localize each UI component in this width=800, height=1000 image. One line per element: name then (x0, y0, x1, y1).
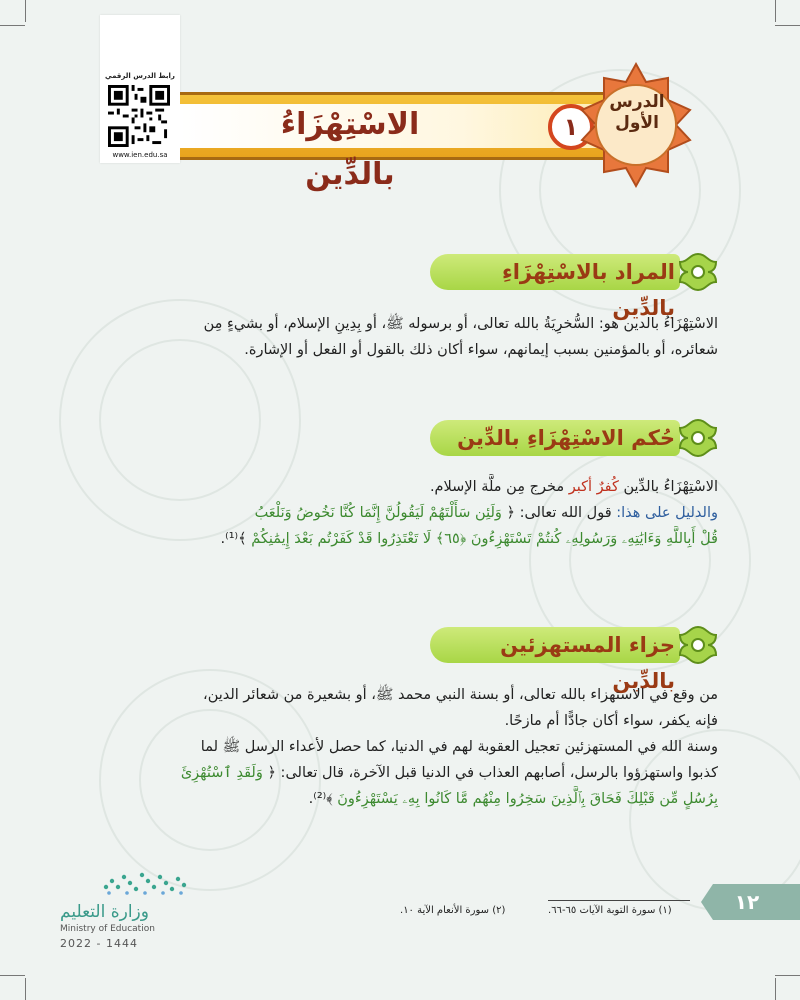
qr-code-icon[interactable] (108, 85, 170, 147)
paragraph-ruling (92, 474, 718, 552)
ruling-text-highlight: كُفرٌ أكبر (568, 479, 619, 495)
quran-verse: قُلْ أَبِاللَّهِ وَءَايَٰتِهِۦ وَرَسُولِهِۦ كُنتُمْ تَسْتَهْزِءُونَ ﴿٦٥﴾ لَا تَعْتَذِرُوا قَدْ كَفَرْتُم بَعْدَ إِيمَٰنِكُمْ (251, 531, 718, 547)
footnote-rule (548, 900, 690, 901)
text-line: فإنه يكفر، سواء أكان جادًّا أم مازحًا. (504, 713, 718, 729)
lesson-title: الاسْتِهْزَاءُ بالدِّين (280, 107, 420, 192)
flower-ornament-icon (678, 252, 718, 292)
lesson-tag (598, 92, 676, 134)
verse-end: ﴾⁽¹⁾. (220, 531, 247, 547)
ministry-name-english: Ministry of Education (60, 924, 155, 934)
evidence-label: والدليل على هذا: (616, 505, 718, 521)
paragraph-punishment (92, 682, 718, 812)
text-line: الاسْتِهْزَاءُ بالدين هو: السُّخرِيَةُ بالله تعالى، أو برسوله ﷺ، أو بِدِينِ الإسلام، أو بشيءٍ مِن (203, 316, 718, 332)
quran-verse: وَلَئِن سَأَلْتَهُمْ لَيَقُولُنَّ إِنَّمَا كُنَّا نَخُوضُ وَنَلْعَبُ (254, 505, 502, 521)
text-line (92, 760, 718, 786)
evidence-intro: قول الله تعالى: ﴿ (506, 505, 612, 521)
text-line (92, 786, 718, 812)
crop-mark (775, 975, 800, 976)
text-line: وسنة الله في المستهزئين تعجيل العقوبة لهم في الدنيا، كما حصل لأعداء الرسل ﷺ لما (200, 739, 718, 755)
footnote-1: (١) سورة التوبة الآيات ٦٥-٦٦. (548, 905, 672, 916)
text-line: من وقع في الاستهزاء بالله تعالى، أو بسنة النبي محمد ﷺ، أو بشعيرة من شعائر الدين، (203, 687, 718, 703)
crop-mark (25, 0, 26, 22)
section-title: حُكم الاسْتِهْزَاءِ بالدِّين (457, 426, 675, 450)
crop-mark (0, 975, 25, 976)
section-title: المراد بالاسْتِهْزَاءِ بالدِّين (501, 260, 675, 320)
text-line (92, 474, 718, 500)
section-header-meaning (430, 252, 718, 320)
ministry-name-arabic: وزارة التعليم (60, 902, 149, 922)
flower-ornament-icon (678, 418, 718, 458)
footnote-2: (٢) سورة الأنعام الآية ١٠. (400, 905, 506, 916)
website-url[interactable]: www.ien.edu.sa (112, 151, 168, 159)
verse-end: ﴾⁽²⁾. (308, 791, 333, 807)
digital-lesson-card[interactable] (100, 15, 180, 163)
paragraph-definition (92, 311, 718, 363)
crop-mark (25, 978, 26, 1000)
ruling-text-c: مخرج مِن ملَّة الإسلام. (429, 479, 565, 495)
section-title: جزاء المستهزئين بالدِّين (500, 633, 675, 693)
page-number: ١٢ (734, 890, 760, 914)
quran-verse: بِرُسُلٍ مِّن قَبْلِكَ فَحَاقَ بِٱلَّذِينَ سَخِرُوا مِنْهُم مَّا كَانُوا بِهِۦ يَسْتَهْزِءُونَ (337, 791, 718, 807)
crop-mark (0, 25, 25, 26)
quran-verse: وَلَقَدِ ٱسْتُهْزِئَ (180, 765, 263, 781)
section-header-punishment (430, 625, 718, 693)
crop-mark (775, 0, 776, 22)
text-line (92, 500, 718, 526)
ruling-text-a: الاسْتِهْزَاءُ بالدِّين (623, 479, 718, 495)
crop-mark (775, 25, 800, 26)
crop-mark (775, 978, 776, 1000)
text-line: شعائره، أو بالمؤمنين بسبب إيمانهم، سواء أكان ذلك بالقول أو الفعل أو الإشارة. (244, 342, 718, 358)
lesson-tag-line1: الدرس (609, 92, 665, 112)
lesson-tag-line2: الأول (615, 113, 659, 133)
section-header-ruling (430, 418, 718, 458)
qr-label: رابط الدرس الرقمي (105, 72, 175, 80)
flower-ornament-icon (678, 625, 718, 665)
text-line (92, 526, 718, 552)
lesson-number-badge: ١ (548, 104, 594, 150)
ministry-logo-icon (100, 867, 192, 897)
text-part: كذبوا واستهزؤوا بالرسل، أصابهم العذاب في الدنيا قبل الآخرة، قال تعالى: ﴿ (267, 765, 718, 781)
academic-year: 2022 - 1444 (60, 937, 138, 950)
